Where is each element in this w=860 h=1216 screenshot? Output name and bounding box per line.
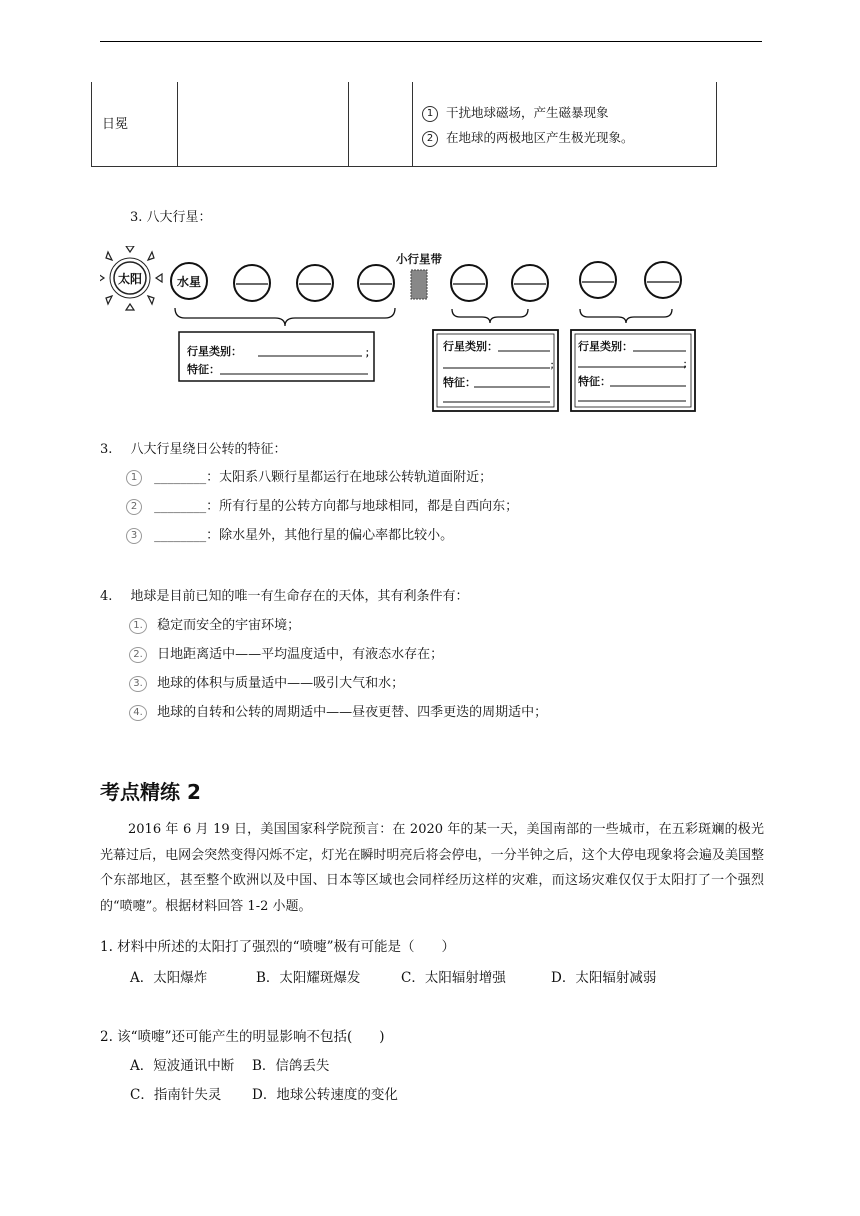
passage: 2016 年 6 月 19 日，美国国家科学院预言：在 2020 年的某一天，美国南部的一些城市，在五彩斑斓的极光光幕过后，电网会突然变得闪烁不定，灯光在瞬时明亮后将会停电，一分半钟之后，这个大停电现象将会遍及美国整个东部地区，甚至整个欧洲以及中国、日本等区域也会同样经历这样的灾难，而这场灾难仅仅于太阳打了一个强烈的“喷嚏”。根据材料回答 1-2 小题。 <box>100 822 764 914</box>
planet-circle <box>512 265 548 301</box>
option-a[interactable]: A．太阳爆炸 <box>130 970 208 986</box>
planets-diagram <box>100 246 700 416</box>
asteroid-label: 小行星带 <box>396 252 442 266</box>
question-1-stem: 1. 材料中所述的太阳打了强烈的“喷嚏”极有可能是（ ） <box>100 939 455 955</box>
solar-activity-table <box>91 82 717 167</box>
semicolon-mark: ； <box>683 360 693 370</box>
item-text: 地球的自转和公转的周期适中——昼夜更替、四季更迭的周期适中； <box>157 705 548 720</box>
num-circle: 3. <box>129 676 147 692</box>
num-circle: 3 <box>126 528 142 544</box>
life-item <box>129 701 547 721</box>
option-b[interactable]: B．太阳耀斑爆发 <box>256 970 361 986</box>
group-braces <box>175 308 672 326</box>
num-circle: 2 <box>126 499 142 515</box>
effect-text: 干扰地球磁场，产生磁暴现象 <box>446 105 609 120</box>
num-circle: 2 <box>422 131 438 147</box>
effect-item <box>422 100 634 125</box>
table-divider <box>412 82 413 166</box>
life-heading <box>100 585 469 604</box>
option-d[interactable]: D．太阳辐射减弱 <box>551 970 657 986</box>
item-text: 稳定而安全的宇宙环境； <box>157 618 301 633</box>
item-text: 地球的体积与质量适中——吸引大气和水； <box>157 676 405 691</box>
question-1-options <box>130 966 656 986</box>
mercury-label: 水星 <box>176 275 202 289</box>
option-c[interactable]: C．指南针失灵 <box>130 1087 222 1103</box>
heading-text: 地球是目前已知的唯一有生命存在的天体，其有利条件有： <box>130 589 469 604</box>
life-item <box>129 672 404 692</box>
feature-label: 特征： <box>187 363 220 376</box>
effects-cell <box>422 100 634 150</box>
table-divider <box>177 82 178 166</box>
question-2-options-row2 <box>130 1083 398 1103</box>
heading-number: 4. <box>100 589 113 604</box>
item-text: ：所有行星的公转方向都与地球相同，都是自西向东； <box>206 499 519 514</box>
orbit-item <box>126 524 453 544</box>
option-d[interactable]: D．地球公转速度的变化 <box>252 1087 398 1103</box>
num-circle: 4. <box>129 705 147 721</box>
heading-text: 八大行星绕日公转的特征： <box>130 442 287 457</box>
num-circle: 1 <box>422 106 438 122</box>
question-2-options-row1 <box>130 1054 329 1074</box>
life-item <box>129 614 300 634</box>
planet-circle <box>645 262 681 298</box>
semicolon-mark: ； <box>550 361 560 371</box>
orbit-item <box>126 495 518 515</box>
category-label: 行星类别： <box>578 340 633 353</box>
sun-label: 太阳 <box>117 272 143 286</box>
category-label: 行星类别： <box>443 340 498 353</box>
planet-circle <box>234 265 270 301</box>
num-circle: 1 <box>126 470 142 486</box>
header-rule <box>100 41 762 42</box>
planet-circle <box>358 265 394 301</box>
option-c[interactable]: C．太阳辐射增强 <box>401 970 506 986</box>
num-circle: 2. <box>129 647 147 663</box>
feature-label: 特征： <box>443 376 476 389</box>
section-title: 考点精练 2 <box>100 780 201 804</box>
answer-blank: ________ <box>154 528 207 543</box>
planets-heading: 3. 八大行星： <box>130 210 212 225</box>
planet-circle <box>580 262 616 298</box>
orbit-item <box>126 466 492 486</box>
table-divider <box>348 82 349 166</box>
item-text: 日地距离适中——平均温度适中，有液态水存在； <box>157 647 444 662</box>
heading-number: 3. <box>100 442 113 457</box>
option-b[interactable]: B．信鸽丢失 <box>252 1058 330 1074</box>
question-2-stem: 2. 该“喷嚏”还可能产生的明显影响不包括( ) <box>100 1029 385 1045</box>
planet-circle <box>297 265 333 301</box>
answer-blank: ________ <box>154 499 207 514</box>
item-text: ：太阳系八颗行星都运行在地球公转轨道面附近； <box>206 470 493 485</box>
num-circle: 1. <box>129 618 147 634</box>
semicolon-mark: ； <box>365 348 375 359</box>
life-item <box>129 643 443 663</box>
category-label: 行星类别： <box>187 345 242 358</box>
planet-circle <box>451 265 487 301</box>
row-label: 日冕 <box>102 117 129 132</box>
asteroid-belt-icon <box>411 270 427 299</box>
feature-label: 特征： <box>578 375 611 388</box>
item-text: ：除水星外，其他行星的偏心率都比较小。 <box>206 528 454 543</box>
answer-blank: ________ <box>154 470 207 485</box>
option-a[interactable]: A．短波通讯中断 <box>130 1058 235 1074</box>
effect-item <box>422 125 634 150</box>
effect-text: 在地球的两极地区产生极光现象。 <box>446 130 634 145</box>
orbit-heading <box>100 438 287 457</box>
